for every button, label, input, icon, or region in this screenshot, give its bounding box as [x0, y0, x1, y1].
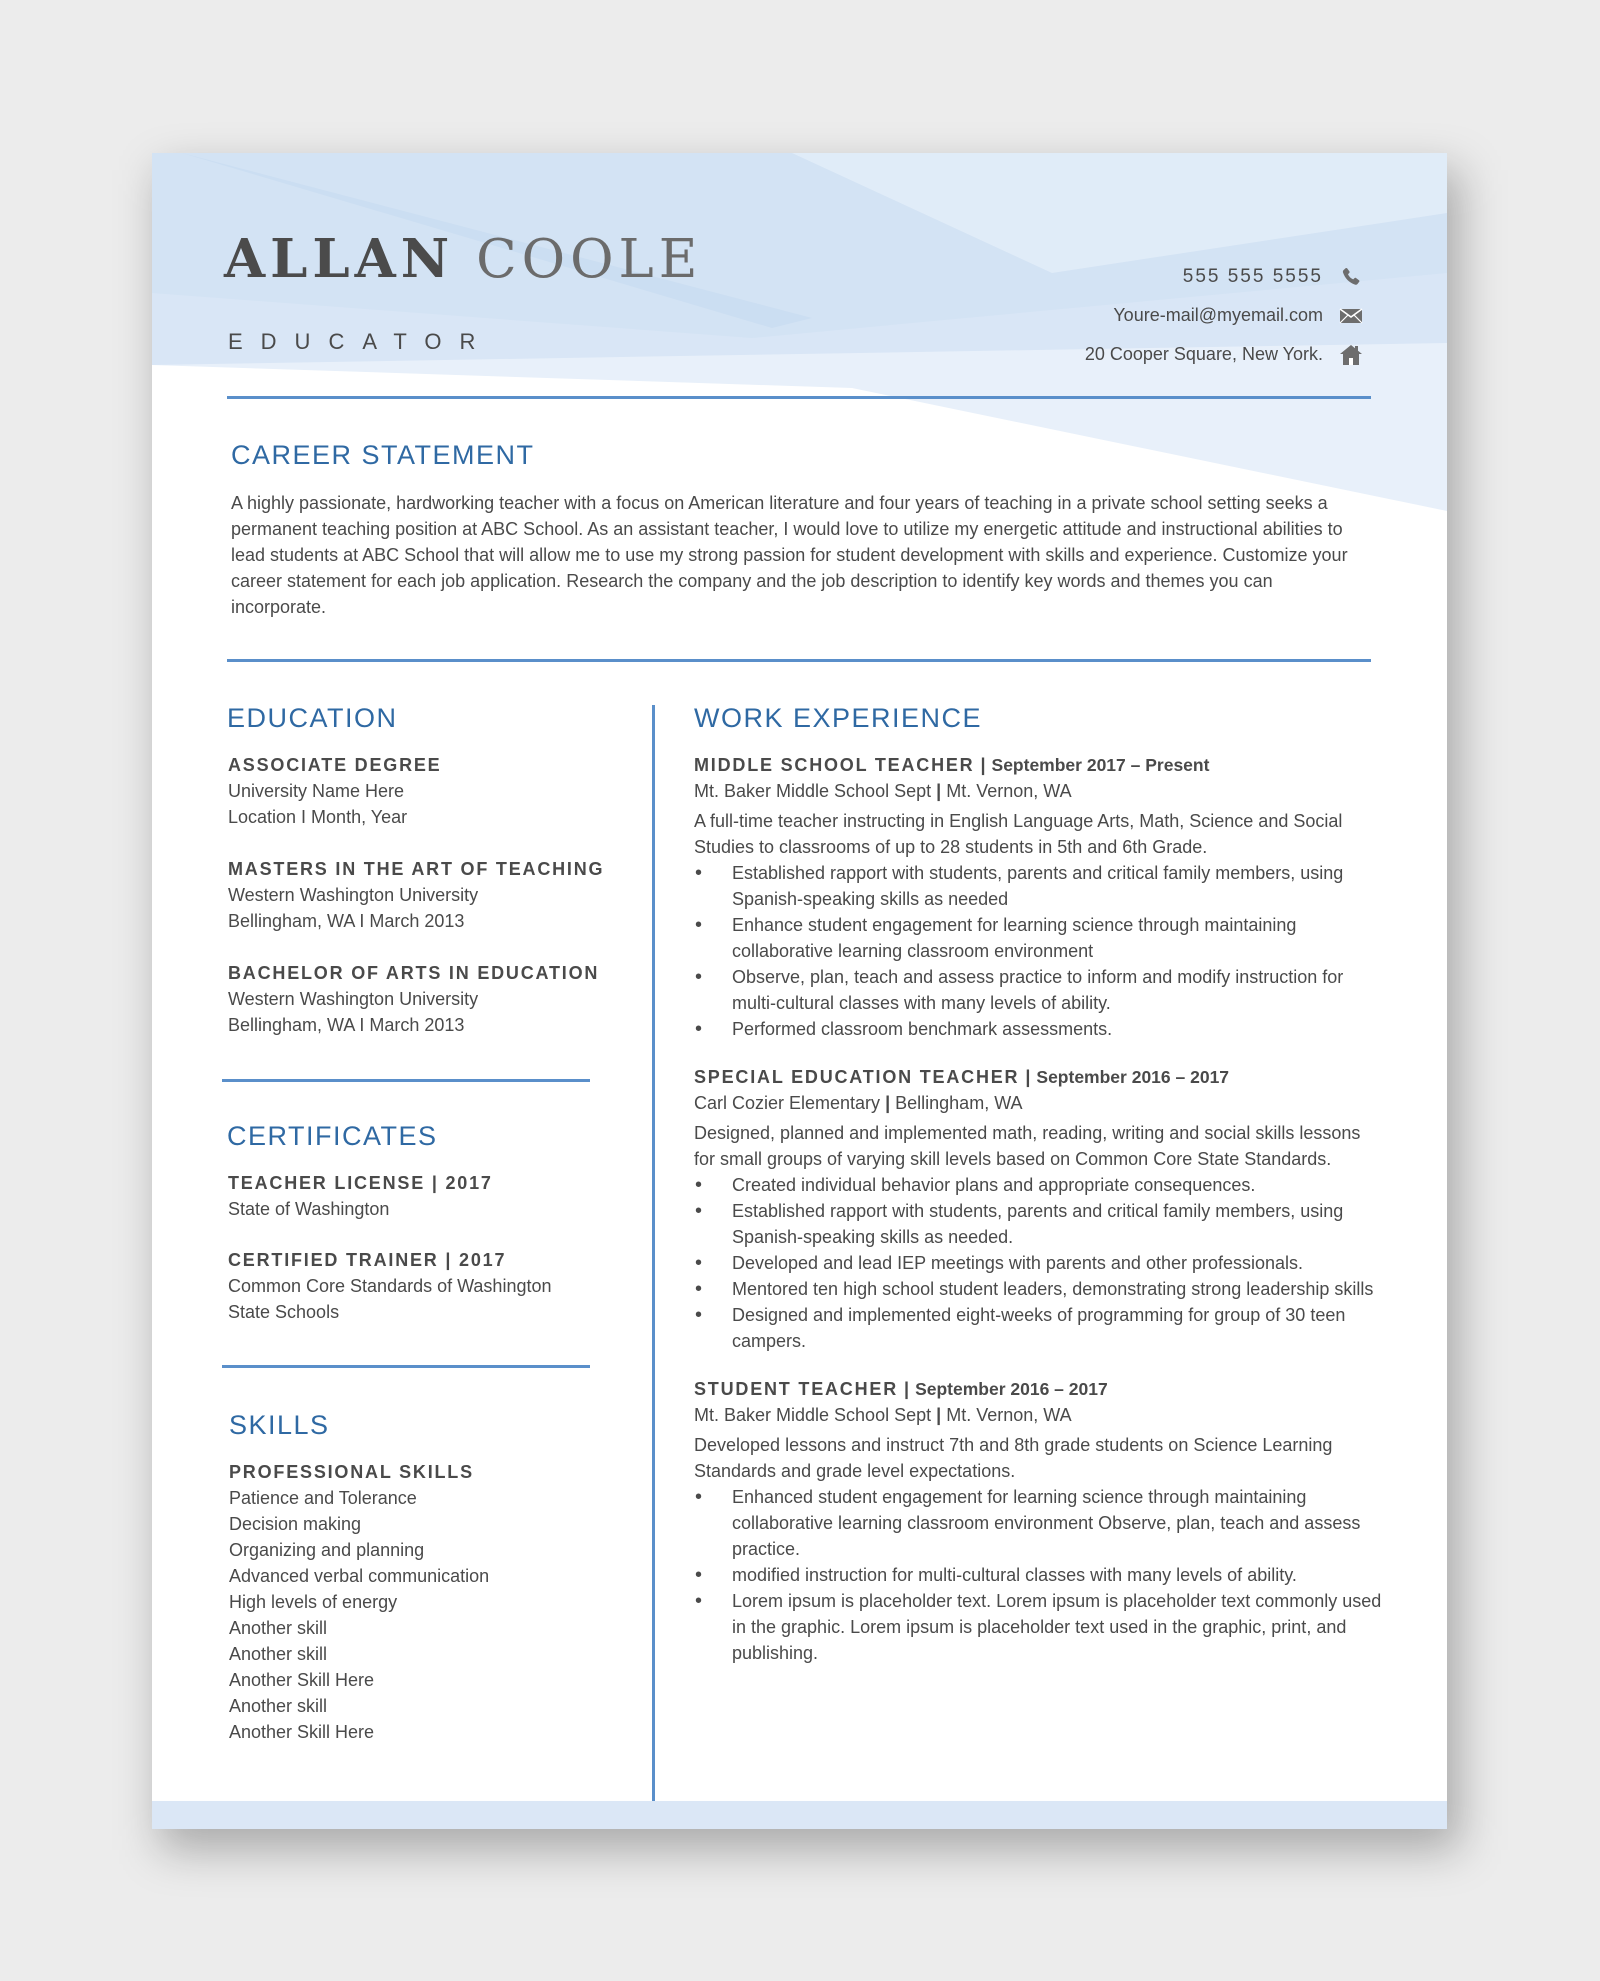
job-bullet: • Enhanced student engagement for learning science through maintaining collaborative learning classroom environment Observe, plan, teach and assess practice. [694, 1484, 1384, 1562]
school-name: Western Washington University [228, 885, 479, 905]
education-detail: Bellingham, WA I March 2013 [228, 911, 465, 931]
contact-address-row [1085, 335, 1363, 374]
school-name: Western Washington University [228, 989, 479, 1009]
job-bullet: • Created individual behavior plans and appropriate consequences. [694, 1172, 1384, 1198]
resume-page [152, 153, 1447, 1829]
first-name: ALLAN [224, 228, 455, 290]
education-detail: Bellingham, WA I March 2013 [228, 1015, 465, 1035]
job-dates: September 2016 – 2017 [1036, 1067, 1230, 1087]
skill-item: High levels of energy [229, 1592, 398, 1612]
career-statement-text: A highly passionate, hardworking teacher with a focus on American literature and four years of teaching in a private school setting seeks a permanent teaching position at ABC School. As an assistant teacher, I would love to utilize my energetic attitude and instructional abilities to lead students at ABC School that will allow me to use my strong passion for student development with skills and experience. Customize your career statement for each job application. Research the company and the job description to identify key words and themes you can incorporate. [231, 493, 1348, 617]
job-description: A full-time teacher instructing in English Language Arts, Math, Science and Social Studies to classrooms of up to 28 students in 5th and 6th Grade. [694, 811, 1343, 857]
skill-item: Organizing and planning [229, 1540, 425, 1560]
job-place [694, 1402, 1384, 1428]
footer-band [152, 1801, 1447, 1829]
job-bullet: • Observe, plan, teach and assess practice to inform and modify instruction for multi-cultural classes with many levels of ability. [694, 964, 1384, 1016]
job-description: Developed lessons and instruct 7th and 8th grade students on Science Learning Standards and grade level expectations. [694, 1435, 1333, 1481]
job-entry [694, 1064, 1384, 1354]
work-heading: WORK EXPERIENCE [694, 703, 983, 733]
skill-item: Another skill [229, 1618, 328, 1638]
job-role: SPECIAL EDUCATION TEACHER [694, 1067, 1020, 1087]
job-bullets [694, 1172, 1384, 1354]
job-place [694, 1090, 1384, 1116]
career-divider [227, 659, 1371, 662]
contact-email-row [1085, 296, 1363, 335]
job-description: Designed, planned and implemented math, reading, writing and social skills lessons for small groups of varying skill levels based on Common Core State Standards. [694, 1123, 1361, 1169]
job-dates: September 2016 – 2017 [915, 1379, 1108, 1399]
skill-item: Another skill [229, 1644, 328, 1664]
career-heading: CAREER STATEMENT [231, 440, 535, 470]
skill-item: Another Skill Here [229, 1670, 375, 1690]
job-school: Carl Cozier Elementary [694, 1093, 881, 1113]
degree-title: ASSOCIATE DEGREE [228, 755, 442, 775]
education-divider [222, 1079, 590, 1082]
job-bullet: • Established rapport with students, parents and critical family members, using Spanish-speaking skills as needed. [694, 1198, 1384, 1250]
skill-item: Patience and Tolerance [229, 1488, 417, 1508]
skill-item: Another Skill Here [229, 1722, 375, 1742]
job-separator: | [936, 781, 942, 801]
header-divider [227, 396, 1371, 399]
certificate-issuer-cont: State Schools [228, 1302, 340, 1322]
certificate-item [228, 1247, 628, 1325]
certificate-title: CERTIFIED TRAINER | 2017 [228, 1250, 507, 1270]
job-bullet: • Developed and lead IEP meetings with parents and other professionals. [694, 1250, 1384, 1276]
job-school: Mt. Baker Middle School Sept [694, 781, 932, 801]
street-address: 20 Cooper Square, New York. [1084, 344, 1323, 364]
certificates-list [228, 1170, 628, 1351]
job-bullet: • modified instruction for multi-cultural classes with many levels of ability. [694, 1562, 1384, 1588]
job-separator: | [904, 1379, 910, 1399]
envelope-icon [1339, 304, 1363, 328]
last-name: COOLE [476, 229, 703, 290]
skill-item: Advanced verbal communication [229, 1566, 490, 1586]
phone-number: 555 555 5555 [1182, 265, 1323, 287]
job-header [694, 1064, 1384, 1090]
job-place [694, 778, 1384, 804]
job-title: EDUCATOR [228, 329, 494, 354]
skill-item: Another skill [229, 1696, 328, 1716]
person-name [224, 228, 703, 290]
job-bullet: • Designed and implemented eight-weeks of programming for group of 30 teen campers. [694, 1302, 1384, 1354]
job-bullet: • Established rapport with students, parents and critical family members, using Spanish-speaking skills as needed [694, 860, 1384, 912]
education-item [228, 960, 628, 1038]
job-school: Mt. Baker Middle School Sept [694, 1405, 932, 1425]
job-bullets [694, 860, 1384, 1042]
certificate-item [228, 1170, 628, 1222]
education-heading: EDUCATION [227, 703, 398, 733]
education-item [228, 856, 628, 934]
job-separator: | [1025, 1067, 1031, 1087]
education-detail: Location I Month, Year [228, 807, 408, 827]
job-location: Mt. Vernon, WA [946, 781, 1072, 801]
job-role: MIDDLE SCHOOL TEACHER [694, 755, 975, 775]
degree-title: MASTERS IN THE ART OF TEACHING [228, 859, 605, 879]
contact-phone-row [1085, 257, 1363, 296]
job-bullet: • Lorem ipsum is placeholder text. Lorem ipsum is placeholder text commonly used in the graphic. Lorem ipsum is placeholder text used in the graphic, print, and publishing. [694, 1588, 1384, 1666]
job-dates: September 2017 – Present [991, 755, 1210, 775]
education-list [228, 752, 628, 1064]
job-bullets [694, 1484, 1384, 1666]
column-divider [652, 705, 655, 1829]
certificate-issuer: Common Core Standards of Washington [228, 1276, 552, 1296]
job-separator: | [980, 755, 986, 775]
job-bullet: • Performed classroom benchmark assessments. [694, 1016, 1384, 1042]
skills-list [229, 1485, 629, 1745]
job-location: Bellingham, WA [895, 1093, 1023, 1113]
skills-block [229, 1459, 629, 1745]
job-header [694, 1376, 1384, 1402]
certificates-heading: CERTIFICATES [227, 1121, 438, 1151]
job-header [694, 752, 1384, 778]
email-address: Youre-mail@myemail.com [1113, 305, 1323, 325]
job-bullet: • Enhance student engagement for learning science through maintaining collaborative learning classroom environment [694, 912, 1384, 964]
education-item [228, 752, 628, 830]
work-list [694, 752, 1384, 1688]
certificate-title: TEACHER LICENSE | 2017 [228, 1173, 493, 1193]
degree-title: BACHELOR OF ARTS IN EDUCATION [228, 963, 600, 983]
job-location: Mt. Vernon, WA [946, 1405, 1072, 1425]
skills-subheading: PROFESSIONAL SKILLS [229, 1462, 474, 1482]
school-name: University Name Here [228, 781, 405, 801]
job-bullet: • Mentored ten high school student leaders, demonstrating strong leadership skills [694, 1276, 1384, 1302]
skills-heading: SKILLS [229, 1410, 330, 1440]
certificates-divider [222, 1365, 590, 1368]
job-entry [694, 1376, 1384, 1666]
home-icon [1339, 343, 1363, 367]
contact-block [1085, 257, 1363, 374]
job-entry [694, 752, 1384, 1042]
job-separator: | [885, 1093, 891, 1113]
job-role: STUDENT TEACHER [694, 1379, 899, 1399]
phone-icon [1339, 265, 1363, 289]
job-separator: | [936, 1405, 942, 1425]
skill-item: Decision making [229, 1514, 362, 1534]
certificate-issuer: State of Washington [228, 1199, 390, 1219]
